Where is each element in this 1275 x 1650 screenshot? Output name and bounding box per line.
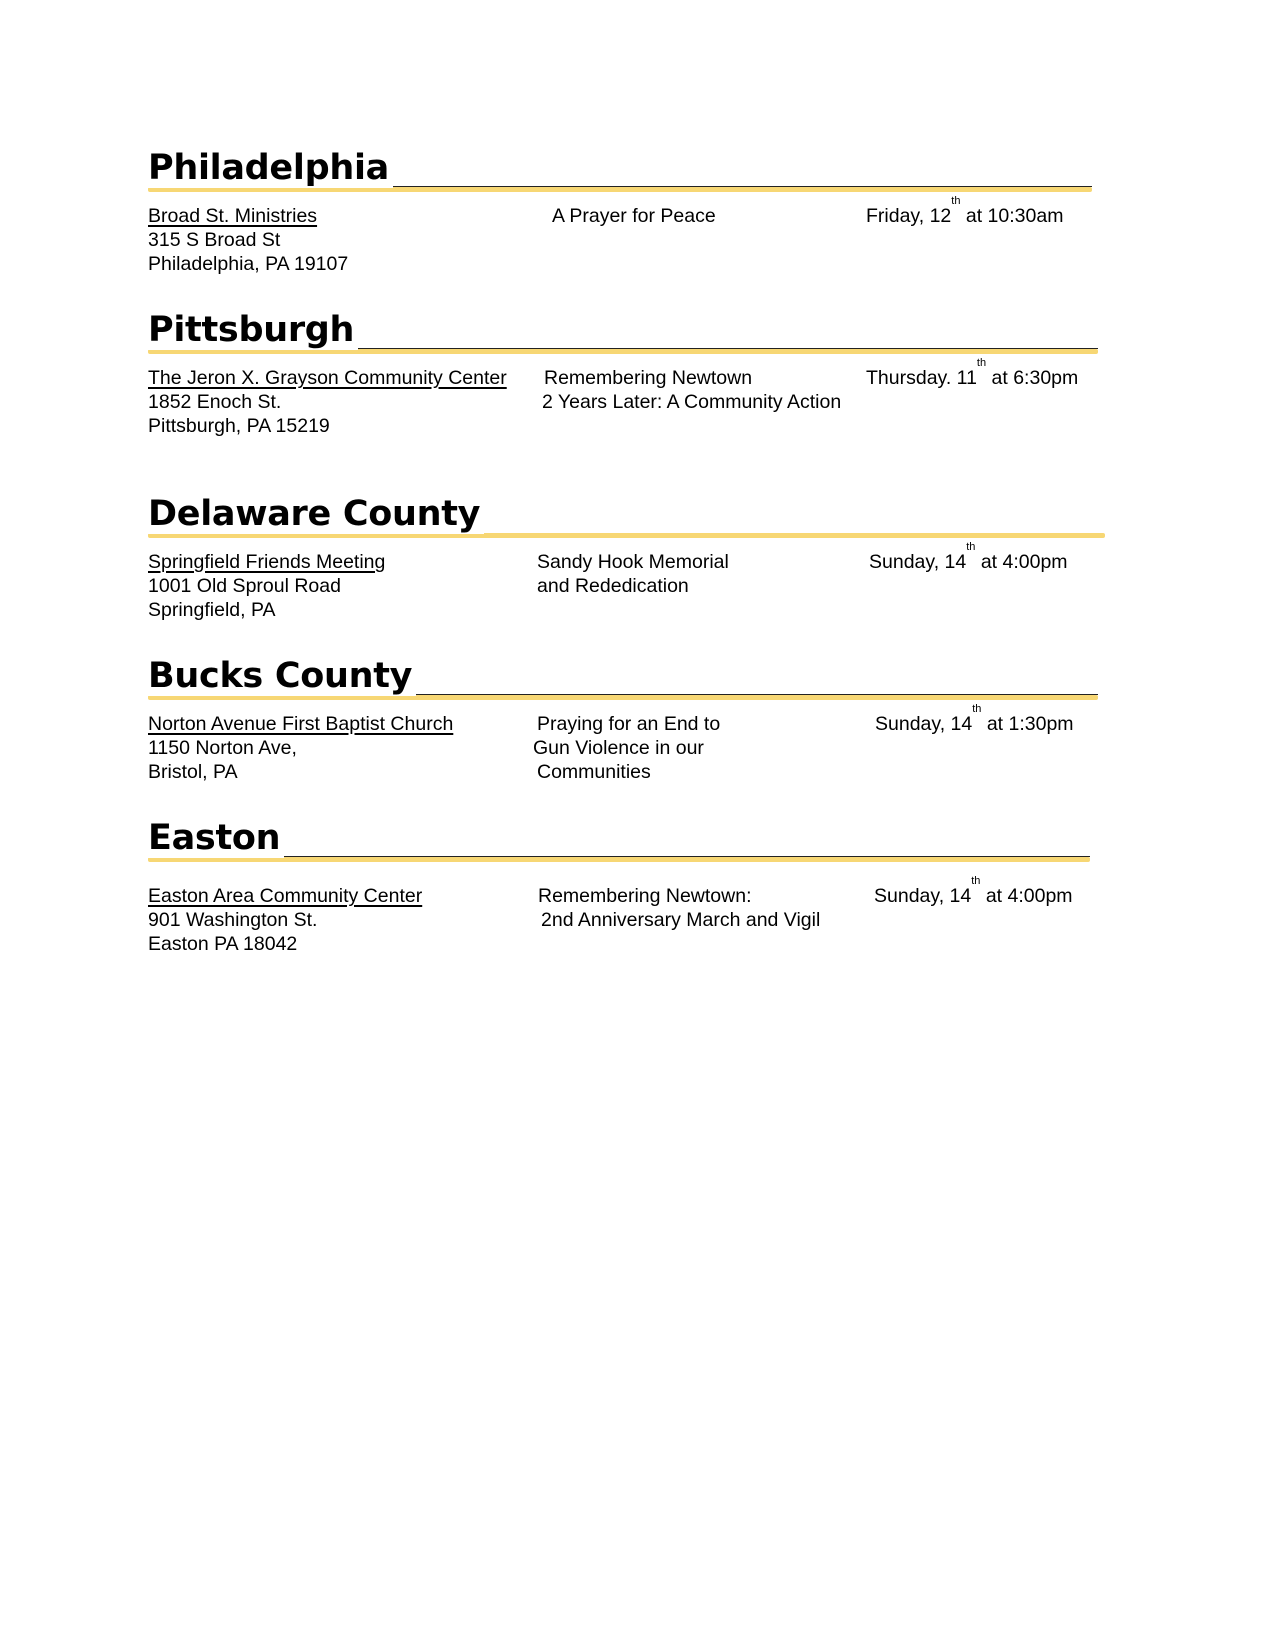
venue-name: Broad St. Ministries [148,205,318,227]
event-date [874,875,1073,908]
date-ordinal: th [972,703,982,715]
date-time: at 1:30pm [981,713,1074,735]
event-entry [148,875,1128,964]
date-column [866,195,1064,228]
date-ordinal: th [966,541,976,553]
event-date [875,703,1074,736]
section-heading [148,308,1128,354]
event-title-line1: A Prayer for Peace [552,205,716,227]
heading-accent-rule [148,857,1090,862]
venue-address-line1: 901 Washington St. [148,909,318,931]
date-ordinal: th [951,195,961,207]
venue-column [148,884,422,956]
section-easton [148,816,1128,964]
event-column [538,884,820,932]
venue-name: Springfield Friends Meeting [148,551,386,573]
date-ordinal: th [976,357,987,369]
venue-column [148,366,507,438]
event-title-line1: Sandy Hook Memorial [537,551,729,573]
section-title: Easton [148,818,284,858]
date-time: at 6:30pm [986,367,1079,389]
event-title-line2: 2 Years Later: A Community Action [542,391,842,413]
date-time: at 4:00pm [975,551,1068,573]
date-time: at 4:00pm [980,885,1073,907]
event-column [542,366,841,414]
section-title: Pittsburgh [148,310,358,350]
date-column [866,357,1079,390]
venue-name: The Jeron X. Grayson Community Center [148,367,507,389]
date-column [869,541,1068,574]
date-column [874,875,1073,908]
venue-address-line1: 315 S Broad St [148,229,281,251]
section-heading [148,654,1128,700]
event-entry [148,195,1128,284]
event-column [552,204,716,228]
event-title-line1: Praying for an End to [537,713,721,735]
venue-address-line1: 1852 Enoch St. [148,391,282,413]
date-prefix: Thursday. 11 [866,367,977,389]
event-title-line1: Remembering Newtown [544,367,753,389]
section-heading [148,146,1128,192]
venue-address-line1: 1001 Old Sproul Road [148,575,341,597]
event-entry [148,703,1128,792]
date-prefix: Sunday, 14 [869,551,967,573]
section-pittsburgh [148,308,1128,446]
heading-underline [416,694,1098,696]
venue-name: Easton Area Community Center [148,885,423,907]
venue-column [148,204,348,276]
venue-column [148,550,385,622]
event-title-line2: and Rededication [537,575,689,597]
date-prefix: Sunday, 14 [874,885,972,907]
event-date [866,357,1079,390]
heading-underline [393,186,1092,188]
date-time: at 10:30am [960,205,1064,227]
section-heading [148,816,1128,862]
heading-underline [284,856,1090,858]
venue-name: Norton Avenue First Baptist Church [148,713,454,735]
venue-address-line2: Easton PA 18042 [148,933,298,955]
section-delaware-county [148,492,1128,630]
venue-address-line2: Bristol, PA [148,761,238,783]
event-title-line1: Remembering Newtown: [538,885,752,907]
section-heading [148,492,1128,538]
section-title: Bucks County [148,656,416,696]
venue-address-line2: Springfield, PA [148,599,276,621]
event-column [533,712,720,784]
venue-column [148,712,453,784]
event-title-line3: Communities [537,761,651,783]
section-bucks-county [148,654,1128,792]
date-ordinal: th [971,875,981,887]
section-title: Delaware County [148,494,484,534]
section-philadelphia [148,146,1128,284]
section-title: Philadelphia [148,148,393,188]
venue-address-line1: 1150 Norton Ave, [148,737,297,759]
event-column [537,550,729,598]
event-title-line2: 2nd Anniversary March and Vigil [541,909,821,931]
event-date [869,541,1068,574]
venue-address-line2: Philadelphia, PA 19107 [148,253,349,275]
event-title-line2: Gun Violence in our [533,737,704,759]
venue-address-line2: Pittsburgh, PA 15219 [148,415,330,437]
event-entry [148,541,1128,630]
date-prefix: Sunday, 14 [875,713,973,735]
heading-underline [358,348,1098,350]
date-prefix: Friday, 12 [866,205,952,227]
event-entry [148,357,1128,446]
date-column [875,703,1074,736]
event-date [866,195,1064,228]
